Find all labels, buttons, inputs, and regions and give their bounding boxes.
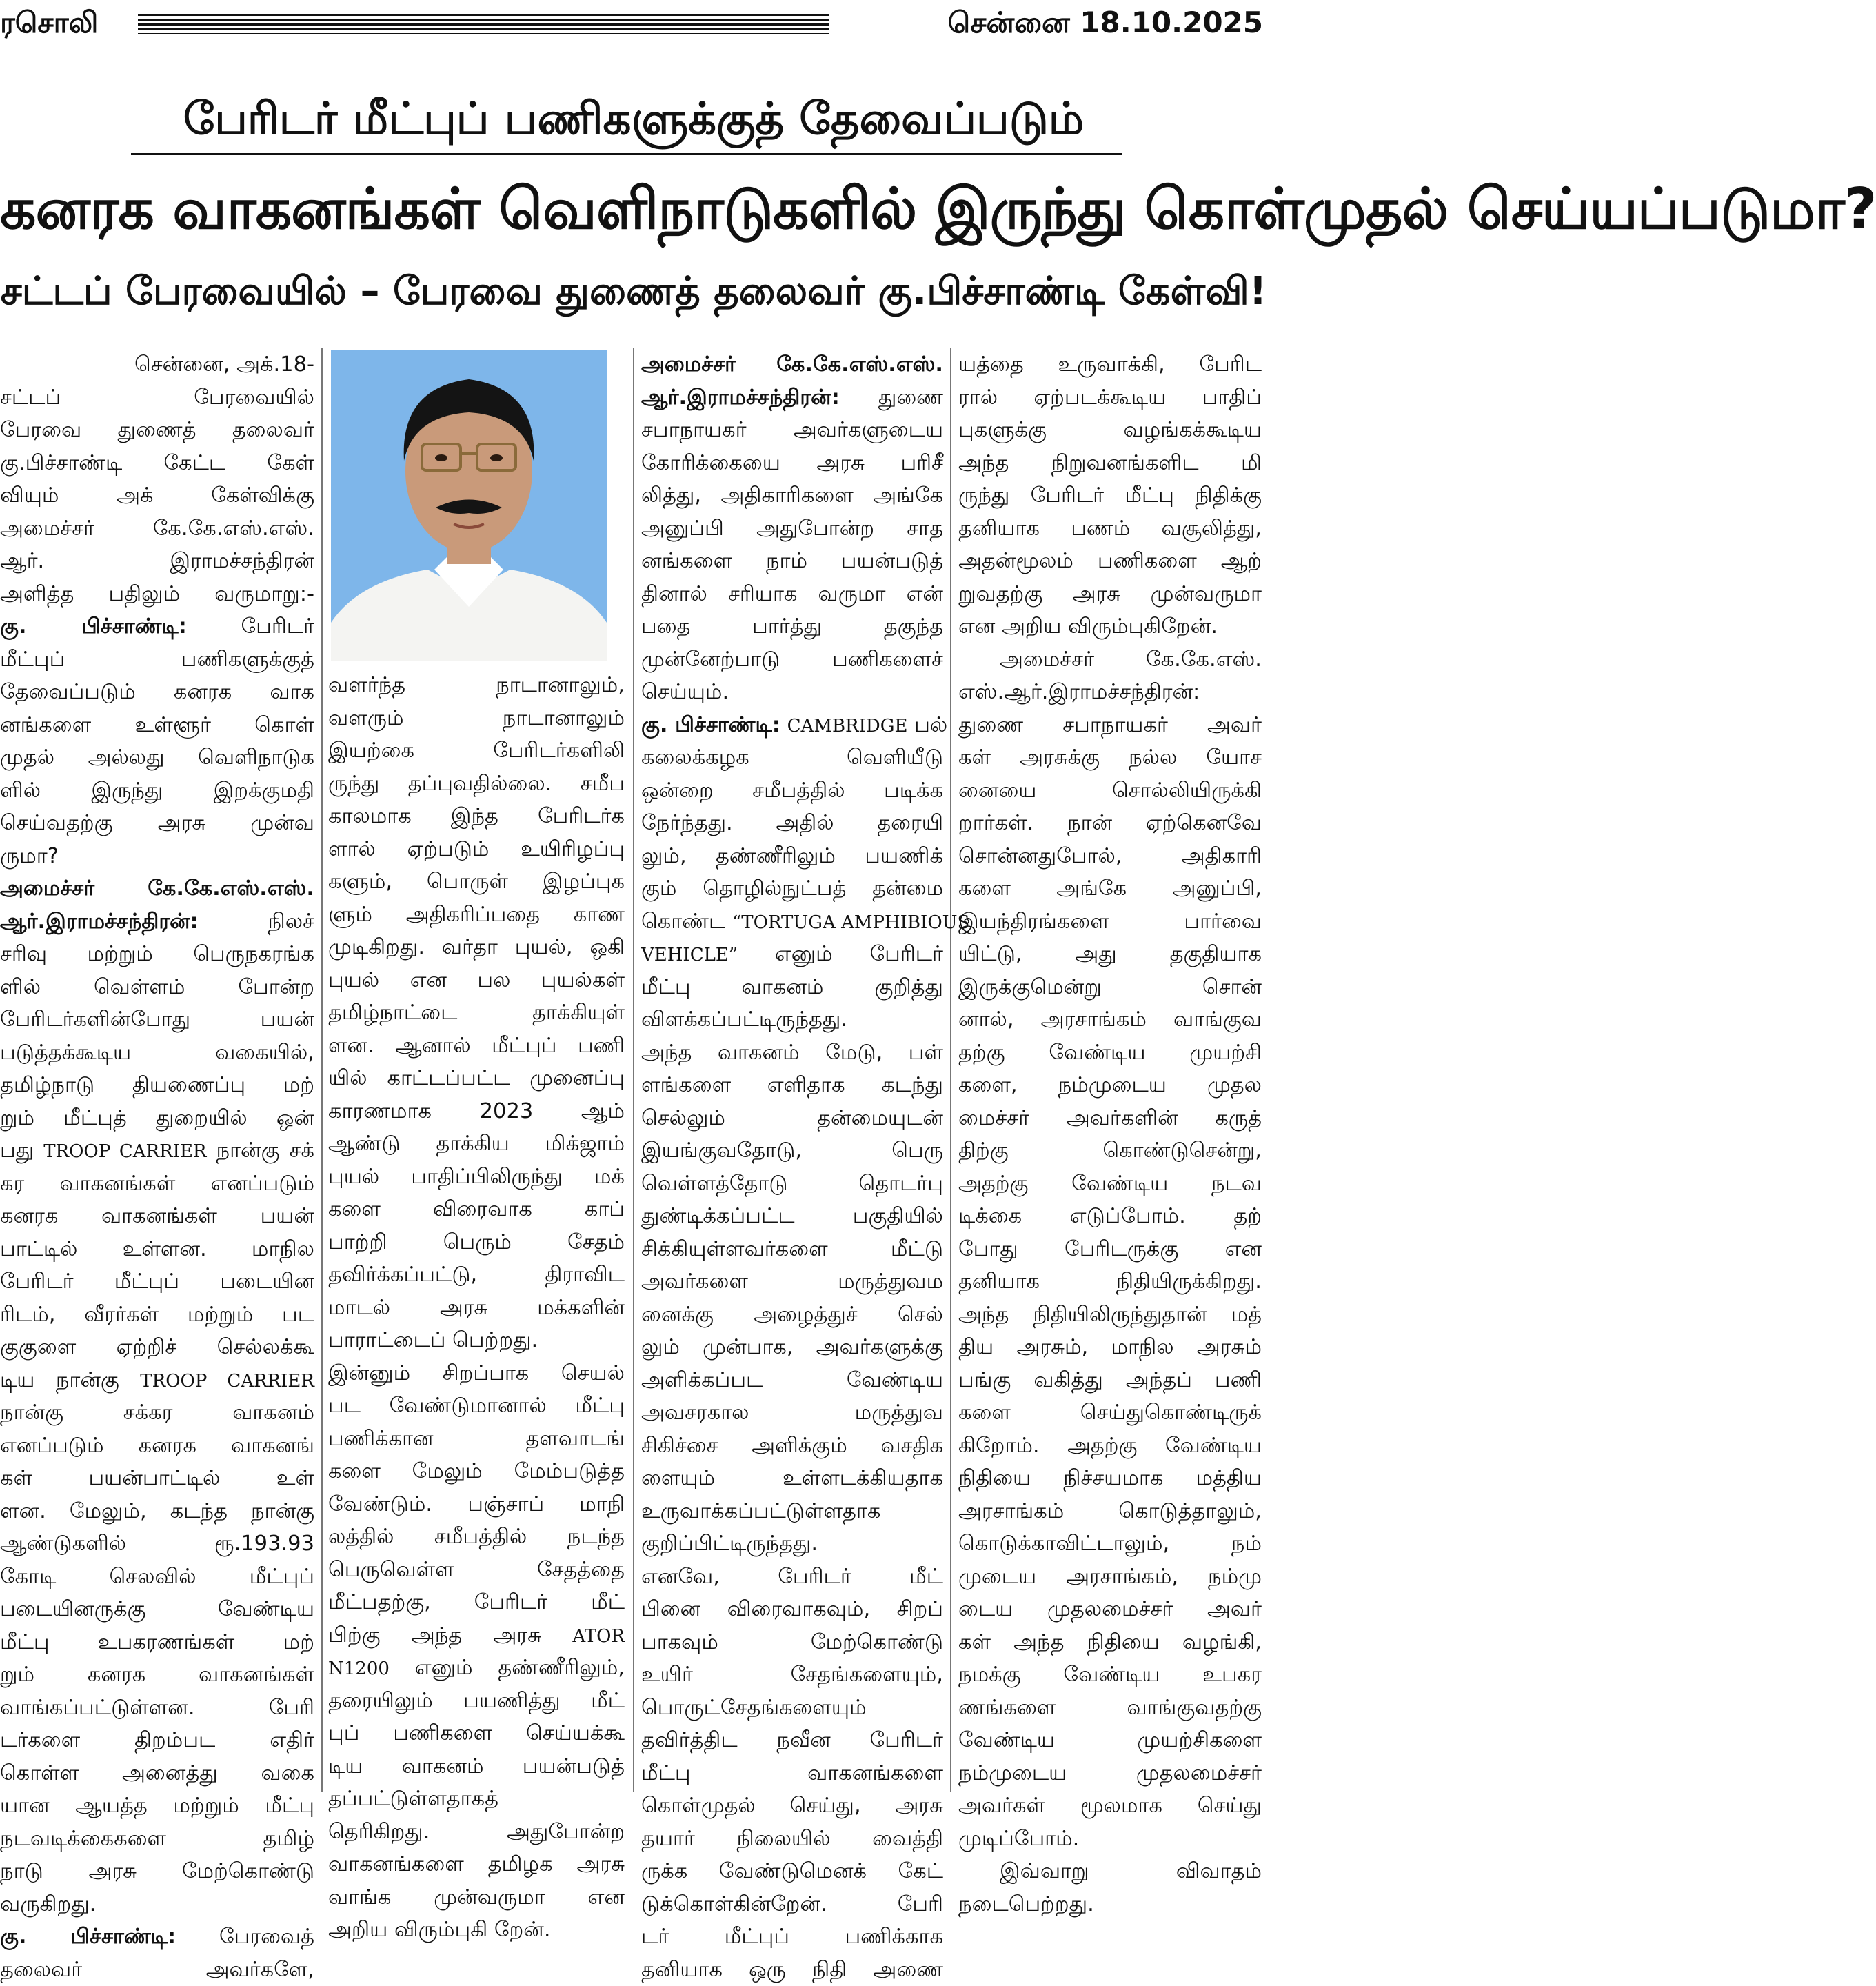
text-line: என அறிய விரும்புகிறேன். — [958, 610, 1262, 643]
text-line: வாங்கப்பட்டுள்ளன. பேரி — [0, 1692, 314, 1725]
text-line: எனவே, பேரிடர் மீட் — [641, 1561, 943, 1594]
text-line: அமைச்சர் கே.கே.எஸ். — [958, 643, 1262, 676]
text-line: கள் அரசுக்கு நல்ல யோச — [958, 741, 1262, 774]
text-line: புகளுக்கு வழங்கக்கூடிய — [958, 414, 1262, 447]
text-line: தலைவர் அவர்களே, — [0, 1954, 314, 1986]
text-line: உயிர் சேதங்களையும், — [641, 1658, 943, 1692]
text-line: பதை பார்த்து தகுந்த — [641, 610, 943, 643]
text-line: ஒன்றை சமீபத்தில் படிக்க — [641, 774, 943, 808]
text-line: தயார் நிலையில் வைத்தி — [641, 1823, 943, 1856]
text-line: முடிகிறது. வர்தா புயல், ஒகி — [328, 931, 625, 964]
text-line: வாங்க முன்வருமா என — [328, 1881, 625, 1914]
text-line: சொன்னதுபோல், அதிகாரி — [958, 840, 1262, 873]
text-line: பது TROOP CARRIER நான்கு சக் — [0, 1134, 314, 1167]
text-line: முடைய அரசாங்கம், நம்மு — [958, 1561, 1262, 1594]
text-line: மீட்பு உபகரணங்கள் மற் — [0, 1626, 314, 1659]
text-line: கலைக்கழக வெளியீடு — [641, 741, 943, 774]
text-line: தனியாக நிதியிருக்கிறது. — [958, 1265, 1262, 1298]
text-line: பெருவெள்ள சேதத்தை — [328, 1554, 625, 1587]
text-line: நாடு அரசு மேற்கொண்டு — [0, 1855, 314, 1888]
text-line: அளித்த பதிலும் வருமாறு:- — [0, 578, 314, 611]
article-column-1 — [0, 348, 314, 1986]
text-line: சரிவு மற்றும் பெருநகரங்க — [0, 938, 314, 971]
speaker-minister: அமைச்சர் கே.கே.எஸ்.எஸ். — [641, 348, 943, 381]
text-line: குகுளை ஏற்றிச் செல்லக்கூ — [0, 1331, 314, 1364]
text-line: இவ்வாறு விவாதம் — [958, 1855, 1262, 1888]
text-line: விளக்கப்பட்டிருந்தது. — [641, 1003, 943, 1036]
text-line: இயற்கை பேரிடர்களிலி — [328, 734, 625, 768]
text-line: களை மேலும் மேம்படுத்த — [328, 1455, 625, 1488]
text-line: தவிர்க்கப்பட்டு, திராவிட — [328, 1258, 625, 1292]
text-line: போது பேரிடருக்கு என — [958, 1233, 1262, 1266]
text-line: தமிழ்நாடு தியணைப்பு மற் — [0, 1069, 314, 1102]
text-line: தினால் சரியாக வருமா என் — [641, 578, 943, 611]
text-line: ருக்க வேண்டுமெனக் கேட் — [641, 1855, 943, 1888]
text-line: காலமாக இந்த பேரிடர்க — [328, 800, 625, 833]
text-line: இயங்குவதோடு, பெரு — [641, 1134, 943, 1167]
text-line: திய அரசும், மாநில அரசும் — [958, 1331, 1262, 1364]
text-line: சபாநாயகர் அவர்களுடைய — [641, 414, 943, 447]
text-line: பட வேண்டுமானால் மீட்பு — [328, 1390, 625, 1423]
text-line: ளன. ஆனால் மீட்புப் பணி — [328, 1030, 625, 1063]
text-line: கொண்ட “TORTUGA AMPHIBIOUS — [641, 905, 943, 939]
text-line: வேண்டிய முயற்சிகளை — [958, 1724, 1262, 1757]
text-line: புப் பணிகளை செய்யக்கூ — [328, 1717, 625, 1750]
dateline: சென்னை, அக்.18- — [0, 348, 314, 381]
text-line: முதல் அல்லது வெளிநாடுக — [0, 741, 314, 774]
text-line: துண்டிக்கப்பட்ட பகுதியில் — [641, 1200, 943, 1233]
text-line: பாட்டில் உள்ளன. மாநில — [0, 1233, 314, 1266]
text-line: ளும் அதிகரிப்பதை காண — [328, 899, 625, 932]
text-line: புயல் என பல புயல்கள் — [328, 964, 625, 997]
text-line: வாகனங்களை தமிழக அரசு — [328, 1848, 625, 1881]
text-line: களை, நம்முடைய முதல — [958, 1069, 1262, 1102]
text-line: ஆண்டுகளில் ரூ.193.93 — [0, 1527, 314, 1561]
text-line: எஸ்.ஆர்.இராமச்சந்திரன்: — [958, 676, 1262, 709]
text-line: யான ஆயத்த மற்றும் மீட்பு — [0, 1789, 314, 1823]
text-line: பிற்கு அந்த அரசு ATOR — [328, 1619, 625, 1652]
text-line: VEHICLE” எனும் பேரிடர் — [641, 938, 943, 971]
text-line: கோரிக்கையை அரசு பரிசீ — [641, 447, 943, 480]
text-line: கொள்முதல் செய்து, அரசு — [641, 1789, 943, 1823]
text-line: காரணமாக 2023 ஆம் — [328, 1095, 625, 1128]
text-line: களை விரைவாக காப் — [328, 1193, 625, 1226]
article-column-2 — [328, 669, 625, 1947]
text-line: ஆர்.இராமச்சந்திரன்: நிலச் — [0, 905, 314, 939]
text-line: அவர்கள் மூலமாக செய்து — [958, 1789, 1262, 1823]
text-line: ஆர். இராமச்சந்திரன் — [0, 545, 314, 578]
text-line: தேவைப்படும் கனரக வாக — [0, 676, 314, 709]
text-line: தற்கு வேண்டிய முயற்சி — [958, 1036, 1262, 1070]
kicker-underline — [131, 153, 1122, 155]
text-line: நம்முடைய முதலமைச்சர் — [958, 1757, 1262, 1790]
text-line: ளால் ஏற்படும் உயிரிழப்பு — [328, 833, 625, 866]
text-line: அதன்மூலம் பணிகளை ஆற் — [958, 545, 1262, 578]
text-line: மீட்பதற்கு, பேரிடர் மீட் — [328, 1586, 625, 1619]
text-line: யில் காட்டப்பட்ட முனைப்பு — [328, 1062, 625, 1095]
text-line: னங்களை நாம் பயன்படுத் — [641, 545, 943, 578]
text-line: புயல் பாதிப்பிலிருந்து மக் — [328, 1161, 625, 1194]
text-line: நேர்ந்தது. அதில் தரையி — [641, 807, 943, 840]
text-line: தப்பட்டுள்ளதாகத் — [328, 1783, 625, 1816]
column-rule — [950, 348, 951, 1792]
text-line: யத்தை உருவாக்கி, பேரிட — [958, 348, 1262, 381]
text-line: மீட்புப் பணிகளுக்குத் — [0, 643, 314, 676]
text-line: தெரிகிறது. அதுபோன்ற — [328, 1816, 625, 1849]
text-line: வெள்ளத்தோடு தொடர்பு — [641, 1167, 943, 1201]
photo-pichandi — [331, 350, 607, 661]
kicker-headline: பேரிடர் மீட்புப் பணிகளுக்குத் தேவைப்படும் — [0, 94, 1267, 150]
text-line: அதற்கு வேண்டிய நடவ — [958, 1167, 1262, 1201]
text-line: எனப்படும் கனரக வாகனங் — [0, 1430, 314, 1463]
text-line: லத்தில் சமீபத்தில் நடந்த — [328, 1521, 625, 1554]
text-line: கு. பிச்சாண்டி: பேரவைத் — [0, 1920, 314, 1954]
text-line: கு. பிச்சாண்டி: பேரிடர் — [0, 610, 314, 643]
text-line: அமைச்சர் கே.கே.எஸ்.எஸ். — [0, 512, 314, 545]
text-line: கர வாகனங்கள் எனப்படும் — [0, 1167, 314, 1201]
text-line: ளையும் உள்ளடக்கியதாக — [641, 1462, 943, 1495]
text-line: நான்கு சக்கர வாகனம் — [0, 1396, 314, 1430]
text-line: அனுப்பி அதுபோன்ற சாத — [641, 512, 943, 545]
text-line: உருவாக்கப்பட்டுள்ளதாக — [641, 1495, 943, 1528]
speaker-minister-name: ஆர்.இராமச்சந்திரன்: — [641, 385, 840, 410]
text-line: படையினருக்கு வேண்டிய — [0, 1593, 314, 1626]
text-line: மீட்பு வாகனங்களை — [641, 1757, 943, 1790]
text-line: றார்கள். நான் ஏற்கெனவே — [958, 807, 1262, 840]
term-tortuga-vehicle: VEHICLE” — [641, 945, 738, 965]
term-cambridge: CAMBRIDGE — [787, 716, 908, 736]
text-line: ணங்களை வாங்குவதற்கு — [958, 1692, 1262, 1725]
text-line: னங்களை உள்ளூர் கொள் — [0, 709, 314, 742]
text-line: இயந்திரங்களை பார்வை — [958, 905, 1262, 939]
text-line: டுக்கொள்கின்றேன். பேரி — [641, 1888, 943, 1921]
text-line: லும், தண்ணீரிலும் பயணிக் — [641, 840, 943, 873]
text-line: தனியாக பணம் வசூலித்து, — [958, 512, 1262, 545]
sub-headline: சட்டப் பேரவையில் – பேரவை துணைத் தலைவர் கு.பிச்சாண்டி கேள்வி! — [0, 269, 1267, 319]
text-line: டைய முதலமைச்சர் அவர் — [958, 1593, 1262, 1626]
text-line: துணை சபாநாயகர் அவர் — [958, 709, 1262, 742]
text-line: லித்து, அதிகாரிகளை அங்கே — [641, 479, 943, 512]
text-line: பேரிடர்களின்போது பயன் — [0, 1003, 314, 1036]
text-line: னால், அரசாங்கம் வாங்குவ — [958, 1003, 1262, 1036]
text-line: குறிப்பிட்டிருந்தது. — [641, 1527, 943, 1561]
main-headline: கனரக வாகனங்கள் வெளிநாடுகளில் இருந்து கொள்முதல் செய்யப்படுமா? — [0, 177, 1267, 250]
portrait-illustration — [331, 350, 607, 661]
text-line: பேரவை துணைத் தலைவர் — [0, 414, 314, 447]
text-line: பங்கு வகித்து அந்தப் பணி — [958, 1364, 1262, 1397]
text-line: களும், பொருள் இழப்புக — [328, 865, 625, 899]
text-line: அளிக்கப்பட வேண்டிய — [641, 1364, 943, 1397]
text-line: நடவடிக்கைகளை தமிழ் — [0, 1823, 314, 1856]
text-line: களை செய்துகொண்டிருக் — [958, 1396, 1262, 1430]
text-line: அவர்களை மருத்துவம — [641, 1265, 943, 1298]
text-line: சட்டப் பேரவையில் — [0, 381, 314, 414]
column-rule — [633, 348, 634, 1792]
text-line: கும் தொழில்நுட்பத் தன்மை — [641, 872, 943, 905]
text-line: மீட்பு வாகனம் குறித்து — [641, 971, 943, 1004]
text-line: ஆர்.இராமச்சந்திரன்: துணை — [641, 381, 943, 414]
masthead — [0, 0, 1267, 48]
article-column-3 — [641, 348, 943, 1986]
speaker-minister-name: ஆர்.இராமச்சந்திரன்: — [0, 910, 199, 934]
text-line: வேண்டும். பஞ்சாப் மாநி — [328, 1488, 625, 1521]
term-troop-carrier: TROOP CARRIER — [140, 1371, 314, 1392]
text-line: யிட்டு, அது தகுதியாக — [958, 938, 1262, 971]
text-line: செய்வதற்கு அரசு முன்வ — [0, 807, 314, 840]
speaker-pichandi: கு. பிச்சாண்டி: — [0, 614, 187, 639]
column-rule — [321, 348, 323, 1792]
text-line: ஆண்டு தாக்கிய மிக்ஜாம் — [328, 1127, 625, 1161]
text-line: ளில் இருந்து இறக்குமதி — [0, 774, 314, 808]
text-line: பினை விரைவாகவும், சிறப் — [641, 1593, 943, 1626]
text-line: கோடி செலவில் மீட்புப் — [0, 1561, 314, 1594]
text-line: முன்னேற்பாடு பணிகளைச் — [641, 643, 943, 676]
text-line: பாற்றி பெரும் சேதம் — [328, 1226, 625, 1259]
text-line: படுத்தக்கூடிய வகையில், — [0, 1036, 314, 1070]
text-line: கு. பிச்சாண்டி: CAMBRIDGE பல் — [641, 709, 943, 742]
text-line: அரசாங்கம் கொடுத்தாலும், — [958, 1495, 1262, 1528]
text-line: இருக்குமென்று சொன் — [958, 971, 1262, 1004]
text-line: சிக்கியுள்ளவர்களை மீட்டு — [641, 1233, 943, 1266]
text-line: பொருட்சேதங்களையும் — [641, 1692, 943, 1725]
text-line: றும் மீட்புத் துறையில் ஒன் — [0, 1102, 314, 1135]
text-line: கு.பிச்சாண்டி கேட்ட கேள் — [0, 447, 314, 480]
text-line: களை அங்கே அனுப்பி, — [958, 872, 1262, 905]
text-line: முடிப்போம். — [958, 1823, 1262, 1856]
text-line: மைச்சர் அவர்களின் கருத் — [958, 1102, 1262, 1135]
text-line: தவிர்த்திட நவீன பேரிடர் — [641, 1724, 943, 1757]
text-line: கொள்ள அனைத்து வகை — [0, 1757, 314, 1790]
text-line: ரால் ஏற்படக்கூடிய பாதிப் — [958, 381, 1262, 414]
text-line: சிகிச்சை அளிக்கும் வசதிக — [641, 1430, 943, 1463]
city-date: சென்னை 18.10.2025 — [948, 6, 1263, 43]
speaker-pichandi: கு. பிச்சாண்டி: — [641, 713, 780, 737]
text-line: டர்களை திறம்பட எதிர் — [0, 1724, 314, 1757]
text-line: டிய நான்கு TROOP CARRIER — [0, 1364, 314, 1397]
text-line: அந்த வாகனம் மேடு, பள் — [641, 1036, 943, 1070]
text-line: செய்யும். — [641, 676, 943, 709]
paper-name: ரசொலி — [0, 6, 98, 43]
text-line: தரையிலும் பயணித்து மீட் — [328, 1685, 625, 1718]
text-line: அறிய விரும்புகி றேன். — [328, 1914, 625, 1947]
text-line: டிக்கை எடுப்போம். தற் — [958, 1200, 1262, 1233]
text-line: கொடுக்காவிட்டாலும், நம் — [958, 1527, 1262, 1561]
text-line: இன்னும் சிறப்பாக செயல் — [328, 1357, 625, 1390]
text-line: லும் முன்பாக, அவர்களுக்கு — [641, 1331, 943, 1364]
text-line: ளன. மேலும், கடந்த நான்கு — [0, 1495, 314, 1528]
text-line: தனியாக ஒரு நிதி அணை — [641, 1954, 943, 1986]
text-line: கள் அந்த நிதியை வழங்கி, — [958, 1626, 1262, 1659]
term-troop-carrier: TROOP CARRIER — [43, 1141, 206, 1162]
text-line: நடைபெற்றது. — [958, 1888, 1262, 1921]
text-line: வியும் அக் கேள்விக்கு — [0, 479, 314, 512]
text-line: ளில் வெள்ளம் போன்ற — [0, 971, 314, 1004]
text-line: னையை சொல்லியிருக்கி — [958, 774, 1262, 808]
text-line: னைக்கு அழைத்துச் செல் — [641, 1298, 943, 1332]
text-line: மாடல் அரசு மக்களின் — [328, 1292, 625, 1325]
text-line: பாகவும் மேற்கொண்டு — [641, 1626, 943, 1659]
term-ator: ATOR — [572, 1626, 625, 1647]
term-ator-model: N1200 — [328, 1658, 390, 1679]
speaker-pichandi: கு. பிச்சாண்டி: — [0, 1925, 176, 1949]
term-tortuga: “TORTUGA AMPHIBIOUS — [732, 912, 969, 933]
text-line: வருகிறது. — [0, 1888, 314, 1921]
text-line: அவசரகால மருத்துவ — [641, 1396, 943, 1430]
text-line: தமிழ்நாட்டை தாக்கியுள் — [328, 996, 625, 1030]
text-line: றும் கனரக வாகனங்கள் — [0, 1658, 314, 1692]
text-line: ரிடம், வீரர்கள் மற்றும் பட — [0, 1298, 314, 1332]
masthead-rule — [138, 14, 829, 34]
text-line: வளர்ந்த நாடானாலும், — [328, 669, 625, 702]
text-line: N1200 எனும் தண்ணீரிலும், — [328, 1652, 625, 1685]
text-line: ருந்து தப்புவதில்லை. சமீப — [328, 768, 625, 801]
article-column-4 — [958, 348, 1262, 1920]
text-line: டர் மீட்புப் பணிக்காக — [641, 1920, 943, 1954]
text-line: ளங்களை எளிதாக கடந்து — [641, 1069, 943, 1102]
speaker-minister: அமைச்சர் கே.கே.எஸ்.எஸ். — [0, 872, 314, 905]
text-line: கள் பயன்பாட்டில் உள் — [0, 1462, 314, 1495]
text-line: திற்கு கொண்டுசென்று, — [958, 1134, 1262, 1167]
text-line: பேரிடர் மீட்புப் படையின — [0, 1265, 314, 1298]
text-line: வளரும் நாடானாலும் — [328, 702, 625, 735]
text-line: பணிக்கான தளவாடங் — [328, 1423, 625, 1456]
text-line: நமக்கு வேண்டிய உபகர — [958, 1658, 1262, 1692]
text-line: கிறோம். அதற்கு வேண்டிய — [958, 1430, 1262, 1463]
text-line: டிய வாகனம் பயன்படுத் — [328, 1750, 625, 1783]
text-line: அந்த நிறுவனங்களிட மி — [958, 447, 1262, 480]
text-line: பாராட்டைப் பெற்றது. — [328, 1324, 625, 1357]
text-line: நிதியை நிச்சயமாக மத்திய — [958, 1462, 1262, 1495]
text-line: கனரக வாகனங்கள் பயன் — [0, 1200, 314, 1233]
text-line: அந்த நிதியிலிருந்துதான் மத் — [958, 1298, 1262, 1332]
text-line: றுவதற்கு அரசு முன்வருமா — [958, 578, 1262, 611]
text-line: ருமா? — [0, 840, 314, 873]
text-line: செல்லும் தன்மையுடன் — [641, 1102, 943, 1135]
text-line: ருந்து பேரிடர் மீட்பு நிதிக்கு — [958, 479, 1262, 512]
